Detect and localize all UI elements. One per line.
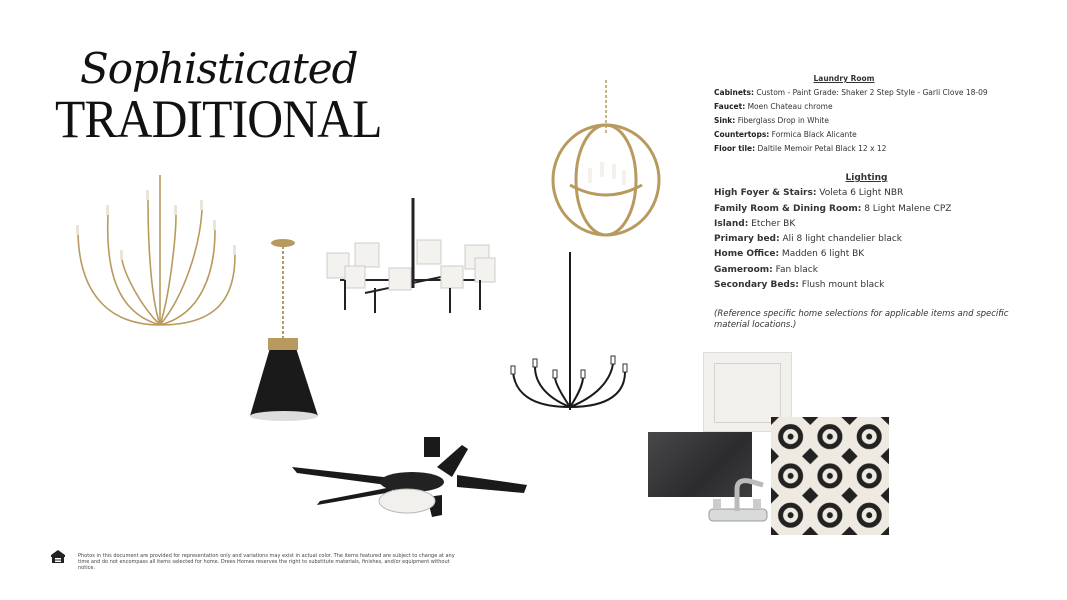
laundry-heading: Laundry Room <box>813 74 875 83</box>
spec-item: Gameroom: Fan black <box>714 264 818 275</box>
lighting-section <box>714 171 1014 293</box>
spec-item: Secondary Beds: Flush mount black <box>714 280 885 291</box>
floor-tile-swatch <box>771 417 889 535</box>
black-chandelier-image <box>510 252 630 412</box>
spec-item: Faucet: Moen Chateau chrome <box>714 102 833 111</box>
title-main: TRADITIONAL <box>55 89 382 149</box>
black-chandelier-shades-image <box>325 198 500 318</box>
spec-item: Cabinets: Custom - Paint Grade: Shaker 2 Step Style - Garli Clove 18-09 <box>714 88 988 97</box>
black-pendant-image <box>248 238 320 423</box>
faucet-image <box>707 475 772 527</box>
ceiling-fan-image <box>292 437 528 519</box>
spec-item: Primary bed: Ali 8 light chandelier black <box>714 234 902 245</box>
spec-item: Countertops: Formica Black Alicante <box>714 130 857 139</box>
spec-item: Floor tile: Daltile Memoir Petal Black 12 x 12 <box>714 144 887 153</box>
gold-orb-chandelier-image <box>550 80 662 240</box>
disclaimer-text: Photos in this document are provided for representation only and variations may exist in actual color. The items featured are subject to change at any time and do not encompass all items selected for home. Drees Homes reserves the right to substitute materials, finishes, and/or equipment without notice. <box>78 553 455 571</box>
spec-item: Family Room & Dining Room: 8 Light Malene CPZ <box>714 203 952 214</box>
gold-chandelier-image <box>70 175 240 345</box>
spec-item: Sink: Fiberglass Drop in White <box>714 116 829 125</box>
title-script: Sophisticated <box>80 44 358 93</box>
equal-housing-icon <box>50 549 66 565</box>
spec-item: High Foyer & Stairs: Voleta 6 Light NBR <box>714 188 904 199</box>
laundry-section <box>714 72 1014 156</box>
spec-item: Home Office: Madden 6 light BK <box>714 249 865 260</box>
spec-item: Island: Etcher BK <box>714 218 796 229</box>
lighting-heading: Lighting <box>845 173 888 183</box>
reference-note: (Reference specific home selections for applicable items and specific material locations.) <box>714 309 1009 330</box>
